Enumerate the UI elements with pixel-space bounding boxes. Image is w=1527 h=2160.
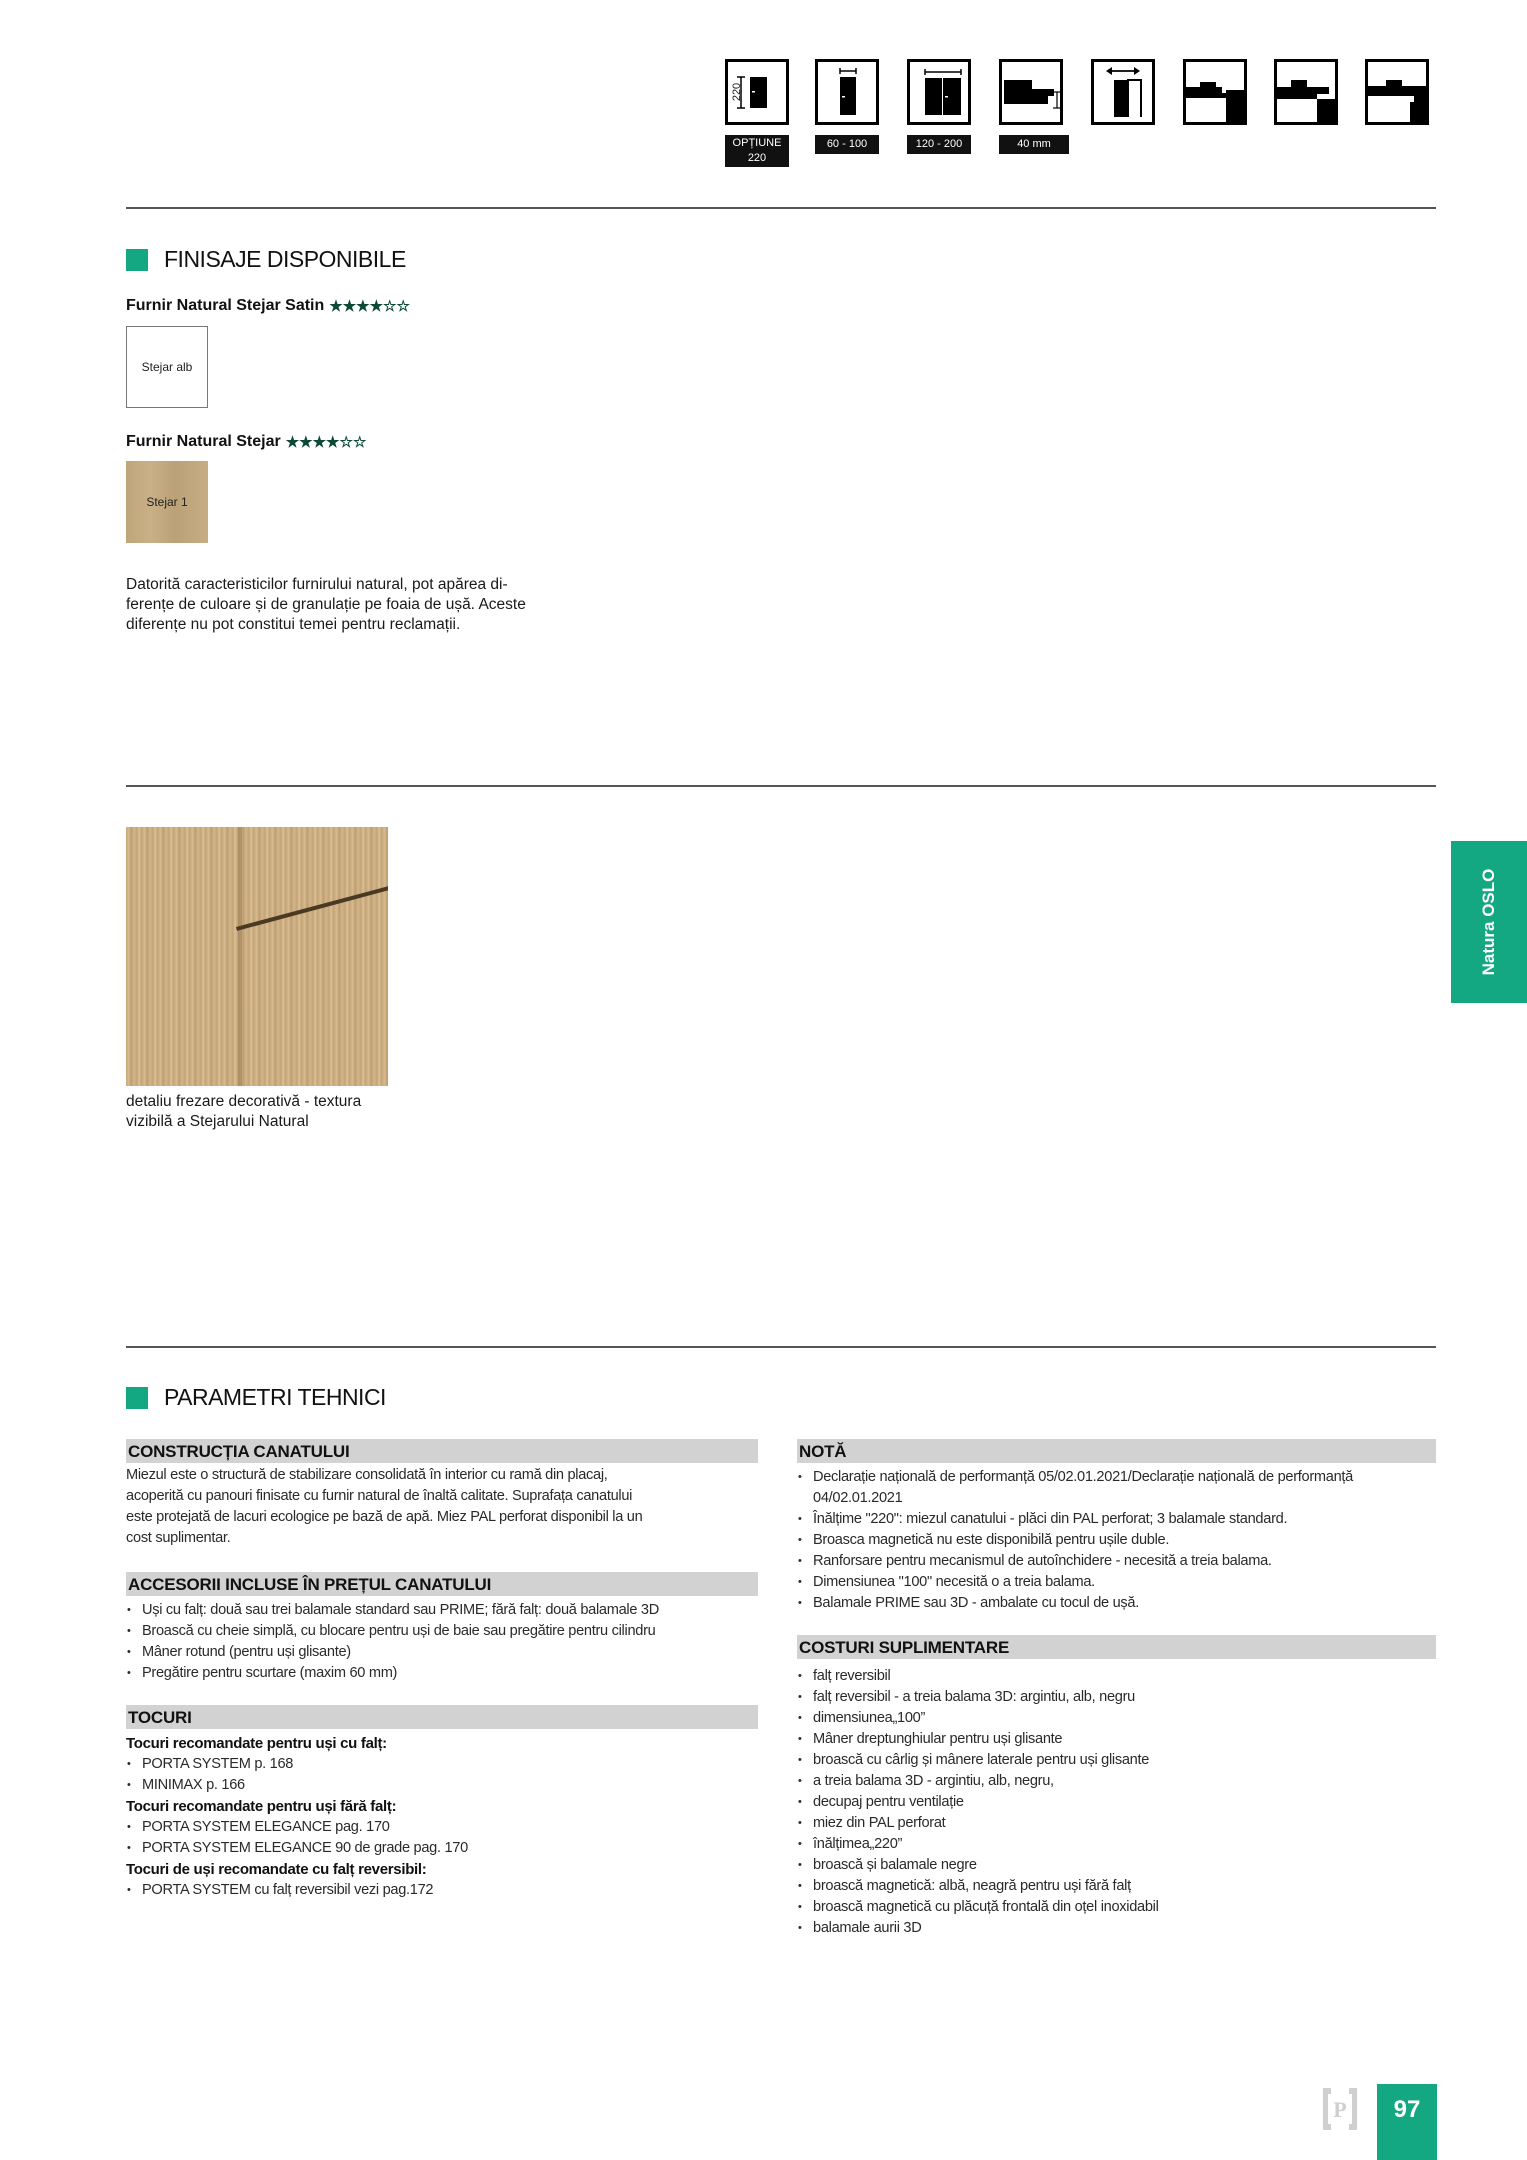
finish-name-satin: Furnir Natural Stejar Satin [126,297,325,314]
list-item: • balamale aurii 3D [797,1918,1437,1939]
constructie-text [126,1465,758,1549]
list-item: • broască și balamale negre [797,1855,1437,1876]
brand-logo-icon [1321,2086,1359,2132]
constructie-heading: CONSTRUCȚIA CANATULUI [126,1439,758,1463]
accesorii-list [126,1600,766,1684]
nota-list [797,1467,1437,1614]
swatch-label: Stejar 1 [146,495,188,509]
section-marker-icon [126,249,148,271]
list-item: • miez din PAL perforat [797,1813,1437,1834]
caption-line: detaliu frezare decorativă - textura [126,1093,362,1110]
list-item: • PORTA SYSTEM ELEGANCE pag. 170 [126,1817,766,1838]
tocuri-subheading: Tocuri recomandate pentru uși fără falț: [126,1798,397,1815]
list-item: • PORTA SYSTEM ELEGANCE 90 de grade pag. 170 [126,1838,766,1859]
list-item: • MINIMAX p. 166 [126,1775,766,1796]
list-item: • Pregătire pentru scurtare (maxim 60 mm) [126,1663,766,1684]
finishes-section-header [126,246,406,273]
accesorii-heading: ACCESORII INCLUSE ÎN PREȚUL CANATULUI [126,1572,758,1596]
frame-width-icon [1091,59,1155,125]
height-dim-label: 220 [731,82,744,102]
list-item: • Înălțime "220": miezul canatului - plăci din PAL perforat; 3 balamale standard. [797,1509,1437,1530]
text-line: Miezul este o structură de stabilizare consolidată în interior cu ramă din placaj, [126,1467,608,1483]
rebate-profile-3-icon [1365,59,1429,125]
list-item: • Dimensiunea "100" necesită o a treia balama. [797,1572,1437,1593]
costuri-list [797,1666,1437,1939]
section-marker-icon [126,1387,148,1409]
list-item: • Ranforsare pentru mecanismul de autoînchidere - necesită a treia balama. [797,1551,1437,1572]
rebate-profile-2-icon [1274,59,1338,125]
side-tab-natura-oslo[interactable] [1451,841,1527,1003]
finish-group-name [126,297,410,315]
finishes-note [126,575,586,635]
icon-label-height: OPȚIUNE 220 [725,135,789,167]
note-line: diferențe nu pot constitui temei pentru reclamații. [126,616,461,633]
params-title: PARAMETRI TEHNICI [164,1384,386,1410]
wood-texture-detail-image [126,827,388,1086]
list-item: • broască magnetică cu plăcuță frontală din oțel inoxidabil [797,1897,1437,1918]
list-item: • falț reversibil [797,1666,1437,1687]
list-item: • Declarație națională de performanță 05/02.01.2021/Declarație națională de performanță 04/02.01.2021 [797,1467,1437,1509]
rebate-profile-1-icon [1183,59,1247,125]
tocuri-heading: TOCURI [126,1705,758,1729]
door-thickness-icon [999,59,1063,125]
rating-stars: ★★★★☆☆ [329,298,410,315]
side-tab-label: Natura OSLO [1479,868,1498,976]
list-item: • dimensiunea„100” [797,1708,1437,1729]
single-door-width-icon [815,59,879,125]
divider-params [126,1346,1436,1348]
tocuri-list [126,1733,766,1901]
rating-stars: ★★★★☆☆ [285,434,367,451]
finishes-title: FINISAJE DISPONIBILE [164,246,406,272]
text-line: cost suplimentar. [126,1530,231,1546]
note-line: ferențe de culoare și de granulație pe foaia de ușă. Aceste [126,596,526,613]
list-item: • a treia balama 3D - argintiu, alb, negru, [797,1771,1437,1792]
list-item: • PORTA SYSTEM cu falț reversibil vezi pag.172 [126,1880,766,1901]
swatch-stejar-1[interactable] [126,461,208,543]
tocuri-subheading: Tocuri de uși recomandate cu falț reversibil: [126,1861,427,1878]
double-door-width-icon [907,59,971,125]
divider-middle [126,785,1436,787]
finish-group-name [126,433,366,451]
list-item: • Balamale PRIME sau 3D - ambalate cu tocul de ușă. [797,1593,1437,1614]
list-item: • broască magnetică: albă, neagră pentru uși fără falț [797,1876,1437,1897]
caption-line: vizibilă a Stejarului Natural [126,1113,309,1130]
text-line: acoperită cu panouri finisate cu furnir natural de înaltă calitate. Suprafața canatului [126,1488,633,1504]
params-section-header [126,1384,386,1411]
swatch-stejar-alb[interactable] [126,326,208,408]
list-item: • decupaj pentru ventilație [797,1792,1437,1813]
height-220-icon [725,59,789,125]
costuri-heading: COSTURI SUPLIMENTARE [797,1635,1436,1659]
svg-text:P: P [1333,2097,1347,2122]
list-item: • Mâner rotund (pentru uși glisante) [126,1642,766,1663]
list-item: • Uși cu falț: două sau trei balamale standard sau PRIME; fără falț: două balamale 3D [126,1600,766,1621]
list-item: • falț reversibil - a treia balama 3D: argintiu, alb, negru [797,1687,1437,1708]
finish-name-stejar: Furnir Natural Stejar [126,433,281,450]
list-item: • înălțimea„220” [797,1834,1437,1855]
text-line: este protejată de lacuri ecologice pe bază de apă. Miez PAL perforat disponibil la un [126,1509,643,1525]
list-item: • PORTA SYSTEM p. 168 [126,1754,766,1775]
list-item: • Broască cu cheie simplă, cu blocare pentru uși de baie sau pregătire pentru cilindru [126,1621,766,1642]
list-item: • Broasca magnetică nu este disponibilă pentru ușile duble. [797,1530,1437,1551]
nota-heading: NOTĂ [797,1439,1436,1463]
icon-label-double-width: 120 - 200 [907,135,971,154]
icon-label-thickness: 40 mm [999,135,1069,154]
detail-caption [126,1092,426,1132]
tocuri-subheading: Tocuri recomandate pentru uși cu falț: [126,1735,387,1752]
note-line: Datorită caracteristicilor furnirului natural, pot apărea di- [126,576,508,593]
list-item: • Mâner dreptunghiular pentru uși glisante [797,1729,1437,1750]
icon-label-single-width: 60 - 100 [815,135,879,154]
list-item: • broască cu cârlig și mânere laterale pentru uși glisante [797,1750,1437,1771]
page-number: 97 [1377,2084,1437,2160]
swatch-label: Stejar alb [141,360,193,374]
divider-top [126,207,1436,209]
